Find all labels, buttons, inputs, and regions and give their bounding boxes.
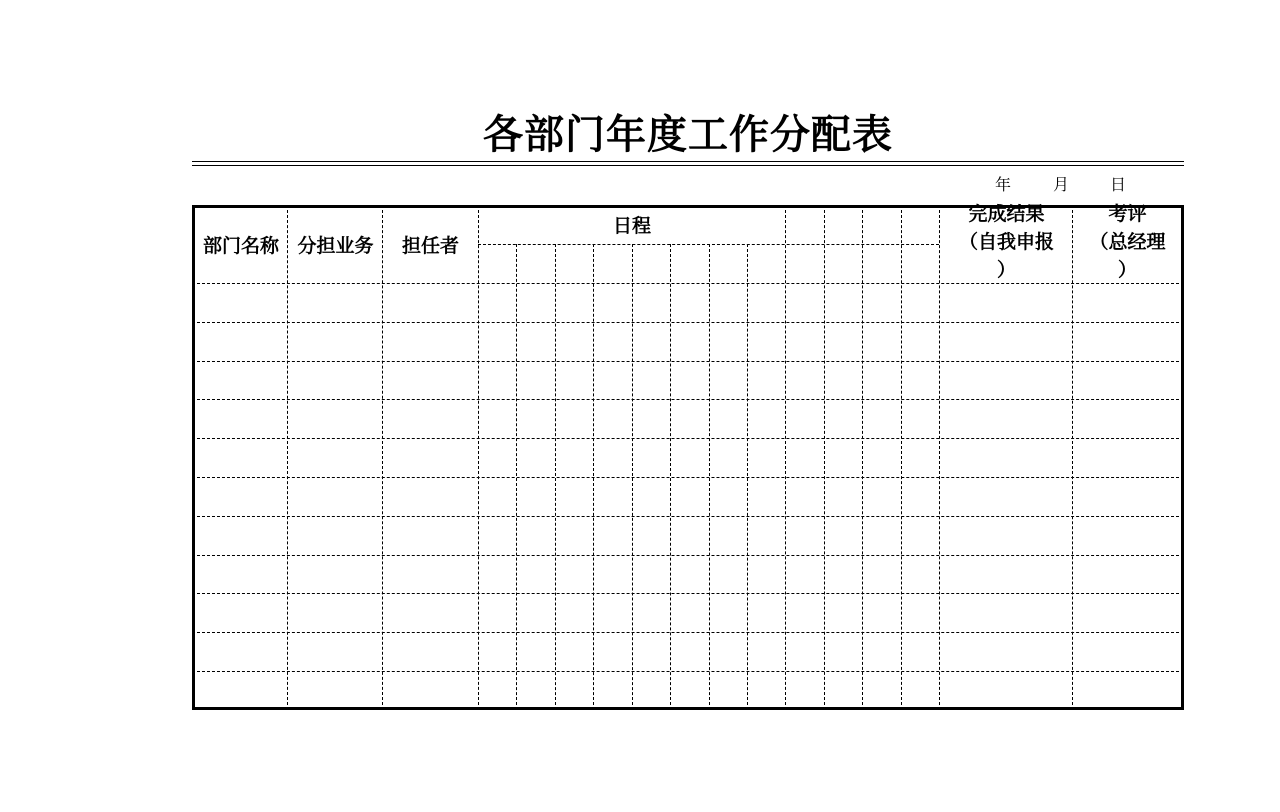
header-review bbox=[1074, 200, 1181, 284]
header-result-line: ） bbox=[996, 259, 1016, 281]
page-title: 各部门年度工作分配表 bbox=[483, 111, 893, 158]
title-rule-top bbox=[192, 161, 1184, 162]
row-divider bbox=[192, 555, 1184, 556]
row-divider bbox=[192, 361, 1184, 362]
column-divider bbox=[1072, 205, 1073, 710]
schedule-subcolumn-divider bbox=[862, 205, 863, 710]
column-divider bbox=[478, 205, 479, 710]
header-department: 部门名称 bbox=[202, 234, 279, 257]
row-divider bbox=[192, 593, 1184, 594]
header-result bbox=[941, 200, 1072, 284]
date-year-label: 年 bbox=[995, 175, 1012, 194]
row-divider bbox=[192, 477, 1184, 478]
header-review-line: （总经理 bbox=[1089, 231, 1166, 253]
header-owner: 担任者 bbox=[401, 234, 459, 257]
row-divider bbox=[192, 516, 1184, 517]
column-divider bbox=[382, 205, 383, 710]
schedule-header-divider bbox=[478, 244, 939, 245]
row-divider bbox=[192, 632, 1184, 633]
header-task: 分担业务 bbox=[297, 234, 374, 257]
column-divider bbox=[939, 205, 940, 710]
row-divider bbox=[192, 671, 1184, 672]
row-divider bbox=[192, 438, 1184, 439]
header-review-line: ） bbox=[1117, 259, 1137, 281]
header-result-line: （自我申报 bbox=[958, 231, 1054, 253]
schedule-subcolumn-divider bbox=[824, 205, 825, 710]
date-month-label: 月 bbox=[1053, 175, 1070, 194]
row-divider bbox=[192, 399, 1184, 400]
date-day-label: 日 bbox=[1110, 175, 1127, 194]
header-review-line: 考评 bbox=[1108, 203, 1147, 225]
schedule-subcolumn-divider bbox=[785, 205, 786, 710]
title-rule-bottom bbox=[192, 165, 1184, 166]
column-divider bbox=[287, 205, 288, 710]
header-schedule: 日程 bbox=[612, 215, 651, 237]
schedule-subcolumn-divider bbox=[901, 205, 902, 710]
row-divider bbox=[192, 322, 1184, 323]
header-result-line: 完成结果 bbox=[968, 203, 1045, 225]
